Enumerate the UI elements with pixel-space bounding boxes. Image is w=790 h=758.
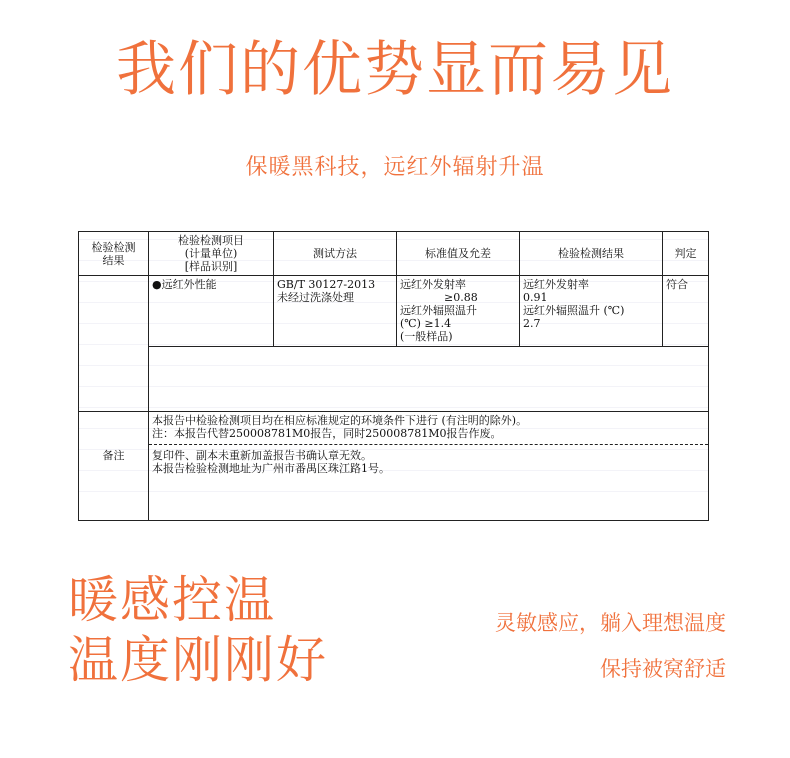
table-header-row bbox=[79, 232, 709, 276]
test-report bbox=[78, 231, 708, 492]
header-verdict: 判定 bbox=[663, 232, 709, 276]
header-result-label: 检验检测 结果 bbox=[79, 232, 149, 276]
row-test-item: ●远红外性能 bbox=[149, 276, 274, 347]
remark-line: 本报告中检验检测项目均在相应标准规定的环境条件下进行 (有注明的除外)。 bbox=[152, 414, 528, 427]
warm-control-description bbox=[495, 600, 726, 692]
header-test-item: 检验检测项目 (计量单位) [样品识别] bbox=[149, 232, 274, 276]
warm-control-title bbox=[68, 570, 328, 690]
warm-sub-line1: 灵敏感应，躺入理想温度 bbox=[495, 611, 726, 635]
row-blank-cell bbox=[79, 276, 149, 412]
row-standard: 远红外发射率 ≥0.88 远红外辐照温升 (℃) ≥1.4 (一般样品) bbox=[397, 276, 520, 347]
page-headline: 我们的优势显而易见 bbox=[116, 35, 674, 105]
table-empty-row bbox=[79, 347, 709, 412]
row-verdict: 符合 bbox=[663, 276, 709, 347]
row-test-result: 远红外发射率 0.91 远红外辐照温升 (℃) 2.7 bbox=[520, 276, 663, 347]
test-report-table bbox=[78, 231, 709, 521]
remarks-content bbox=[149, 412, 709, 521]
header-test-method: 测试方法 bbox=[274, 232, 397, 276]
warm-title-line2: 温度刚刚好 bbox=[68, 631, 328, 689]
empty-cell bbox=[149, 347, 709, 412]
warm-title-line1: 暖感控温 bbox=[68, 571, 276, 629]
header-standard: 标准值及允差 bbox=[397, 232, 520, 276]
page-subheadline: 保暖黑科技，远红外辐射升温 bbox=[245, 155, 545, 180]
warm-sub-line2: 保持被窝舒适 bbox=[600, 657, 726, 681]
row-test-method: GB/T 30127-2013 未经过洗涤处理 bbox=[274, 276, 397, 347]
remark-line: 注：本报告代替250008781M0报告，同时250008781M0报告作废。 bbox=[152, 427, 502, 440]
header-test-result: 检验检测结果 bbox=[520, 232, 663, 276]
remarks-divider bbox=[149, 444, 708, 445]
table-remarks-row bbox=[79, 412, 709, 521]
remark-line: 复印件、副本未重新加盖报告书确认章无效。 bbox=[152, 449, 372, 462]
remark-line: 本报告检验检测地址为广州市番禺区珠江路1号。 bbox=[152, 462, 390, 475]
remarks-label: 备注 bbox=[79, 412, 149, 521]
table-row bbox=[79, 276, 709, 347]
